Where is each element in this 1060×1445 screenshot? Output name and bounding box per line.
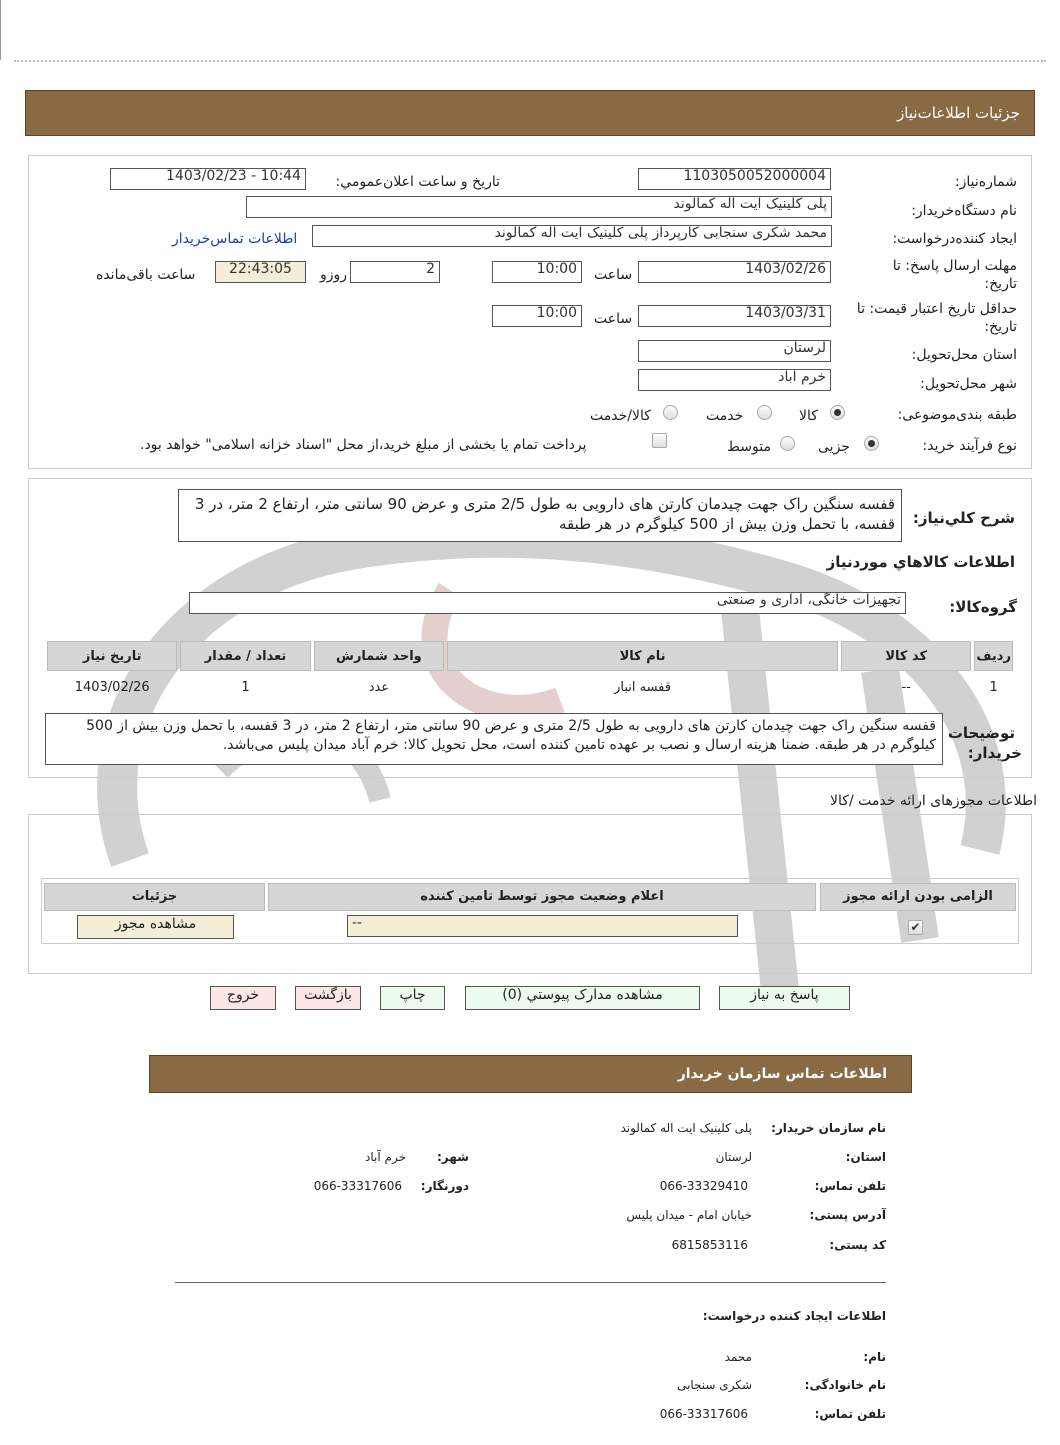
contact-phone-label: تلفن تماس: (814, 1179, 886, 1193)
page-header (25, 90, 1035, 136)
goods-table-header (47, 641, 1013, 671)
col-qty: تعداد / مقدار (180, 641, 310, 671)
creator-family-label: نام خانوادگی: (804, 1378, 886, 1392)
contact-header-title: اطلاعات تماس سازمان خریدار (677, 1066, 887, 1082)
contact-province-label: استان: (845, 1150, 886, 1164)
buyer-org-label: نام دستگاه‌خریدار: (911, 203, 1017, 219)
cell-unit: عدد (368, 679, 390, 695)
cell-code: -- (901, 679, 911, 695)
radio-goods-service-label: کالا/خدمت (590, 408, 651, 424)
radio-medium[interactable] (780, 436, 795, 451)
contact-city-label: شهر: (437, 1150, 469, 1164)
contact-fax-value: 066-33317606 (313, 1179, 402, 1193)
permits-col-required (820, 883, 1016, 911)
process-label: نوع فرآیند خرید: (922, 438, 1017, 454)
creator-name-value: محمد (724, 1350, 752, 1364)
back-button[interactable]: بازگشت (295, 986, 361, 1010)
col-date: تاریخ نیاز (47, 641, 177, 671)
contact-postal-value: 6815853116 (671, 1238, 748, 1252)
page-header-title: جزئیات اطلاعات‌نیاز (897, 104, 1020, 122)
col-unit: واحد شمارش (314, 641, 444, 671)
creator-name-label: نام: (863, 1350, 886, 1364)
exit-button[interactable]: خروج (210, 986, 276, 1010)
radio-goods[interactable] (830, 405, 845, 420)
buyer-notes-label-2: خریدار: (967, 744, 1022, 762)
price-date-field: 1403/03/31 (638, 305, 831, 327)
province-field: لرستان (638, 340, 831, 362)
buyer-org-field: پلی کلینیک ایت اله کمالوند (246, 196, 832, 218)
goods-group-field: تجهیزات خانگی، اداری و صنعتی (189, 592, 906, 614)
days-field: 2 (350, 261, 440, 283)
deadline-date-field: 1403/02/26 (638, 261, 831, 283)
buyer-notes-label: توضیحات (947, 724, 1015, 742)
cell-date: 1403/02/26 (74, 679, 150, 695)
contact-phone-value: 066-33329410 (659, 1179, 748, 1193)
need-number-field: 1103050052000004 (638, 168, 831, 190)
category-label: طبقه بندی‌موضوعی: (897, 407, 1017, 423)
radio-goods-service[interactable] (663, 405, 678, 420)
radio-medium-label: متوسط (727, 439, 771, 455)
need-number-label: شماره‌نیاز: (954, 174, 1017, 190)
contact-province-value: لرستان (715, 1150, 752, 1164)
radio-service[interactable] (757, 405, 772, 420)
permits-col-status-label: اعلام وضعیت مجوز توسط تامین کننده (420, 889, 664, 904)
treasury-checkbox[interactable] (652, 433, 667, 448)
creator-phone-label: تلفن تماس: (814, 1407, 886, 1421)
radio-service-label: خدمت (706, 408, 744, 424)
permits-col-status (268, 883, 816, 911)
permits-col-details-label: جزئیات (131, 889, 178, 904)
permits-col-details (44, 883, 265, 911)
description-box: قفسه سنگین راک جهت چیدمان کارتن های دارویی به طول 2/5 متری و عرض 90 سانتی متر، ارتفاع 2 متر، در 3 قفسه، با تحمل وزن بیش از 500 کیلوگرم در هر طبقه (178, 489, 902, 542)
left-border-line (0, 0, 1, 60)
creator-family-value: شکری سنجابی (677, 1378, 752, 1392)
deadline-time-field: 10:00 (492, 261, 582, 283)
contact-address-label: آدرس پستی: (809, 1208, 886, 1222)
contact-divider (175, 1282, 886, 1283)
permits-title: اطلاعات مجوزهای ارائه خدمت /کالا (830, 793, 1037, 809)
price-hour-label: ساعت (594, 311, 633, 327)
radio-goods-label: کالا (799, 408, 818, 424)
creator-info-title: اطلاعات ایجاد کننده درخواست: (702, 1309, 886, 1323)
contact-header (149, 1055, 912, 1093)
cell-name: قفسه انبار (614, 679, 671, 695)
goods-title: اطلاعات کالاهاي موردنیاز (826, 553, 1015, 571)
goods-table (44, 638, 1016, 703)
contact-fax-label: دورنگار: (420, 1179, 469, 1193)
goods-group-label: گروه‌کالا: (949, 598, 1017, 616)
permit-status-field: -- (347, 915, 738, 937)
contact-address-value: خیابان امام - میدان پلیس (626, 1208, 752, 1222)
price-validity-label-date: تاریخ: (984, 319, 1017, 335)
top-divider (14, 60, 1046, 62)
buyer-notes-box: قفسه سنگین راک جهت چیدمان کارتن های دارویی به طول 2/5 متری و عرض 90 سانتی متر، ارتفاع 2 متر، در 3 قفسه، با تحمل وزن بیش از 500 کیلوگرم در هر طبقه. ضمنا هزینه ارسال و نصب بر عهده تامین کننده است، محل تحویل کالا: خرم آباد میدان پلیس می‌باشد. (45, 713, 943, 765)
remaining-time-field: 22:43:05 (215, 261, 306, 283)
cell-qty: 1 (241, 679, 250, 695)
creator-field: محمد شکری سنجابی کارپرداز پلی کلینیک ایت اله کمالوند (312, 225, 832, 247)
col-row: ردیف (974, 641, 1013, 671)
contact-org-value: پلی کلینیک ایت اله کمالوند (620, 1121, 752, 1135)
print-button[interactable]: چاپ (380, 986, 445, 1010)
creator-label: ایجاد کننده‌درخواست: (892, 231, 1017, 247)
radio-partial[interactable] (864, 436, 879, 451)
description-label: شرح کلي‌نیاز: (912, 509, 1015, 527)
province-label: استان محل‌تحویل: (911, 347, 1017, 363)
payment-note: پرداخت تمام یا بخشی از مبلغ خرید،از محل "اسناد خزانه اسلامی" خواهد بود. (140, 437, 587, 453)
price-time-field: 10:00 (492, 305, 582, 327)
table-row (47, 674, 1013, 700)
permits-col-required-label: الزامی بودن ارائه مجوز (843, 889, 993, 904)
reply-button[interactable]: پاسخ به نیاز (719, 986, 850, 1010)
announce-label: تاریخ و ساعت اعلان‌عمومي: (335, 174, 500, 190)
deadline-hour-label: ساعت (594, 267, 633, 283)
remaining-label: ساعت باقی‌مانده (96, 267, 196, 283)
deadline-label-date: تاریخ: (984, 276, 1017, 292)
city-label: شهر محل‌تحویل: (920, 376, 1017, 392)
cell-row: 1 (989, 679, 998, 695)
contact-org-label: نام سازمان خریدار: (771, 1121, 886, 1135)
announce-field: 1403/02/23 - 10:44 (110, 168, 306, 190)
col-code: کد کالا (841, 641, 971, 671)
radio-partial-label: جزیی (818, 439, 850, 455)
city-field: خرم آباد (638, 369, 831, 391)
attachments-button[interactable]: مشاهده مدارک پیوستي (0) (465, 986, 700, 1010)
contact-postal-label: کد پستی: (829, 1238, 886, 1252)
permit-required-checkbox: ✔ (908, 920, 923, 935)
price-validity-label: حداقل تاریخ اعتبار قیمت: تا (856, 301, 1017, 317)
view-permit-button[interactable]: مشاهده مجوز (77, 915, 234, 939)
deadline-label: مهلت ارسال پاسخ: تا (892, 258, 1017, 274)
contact-city-value: خرم آباد (365, 1150, 406, 1164)
buyer-contact-link[interactable]: اطلاعات تماس‌خریدار (172, 231, 298, 247)
creator-phone-value: 066-33317606 (659, 1407, 748, 1421)
col-name: نام کالا (447, 641, 838, 671)
days-label: روزو (320, 267, 348, 283)
